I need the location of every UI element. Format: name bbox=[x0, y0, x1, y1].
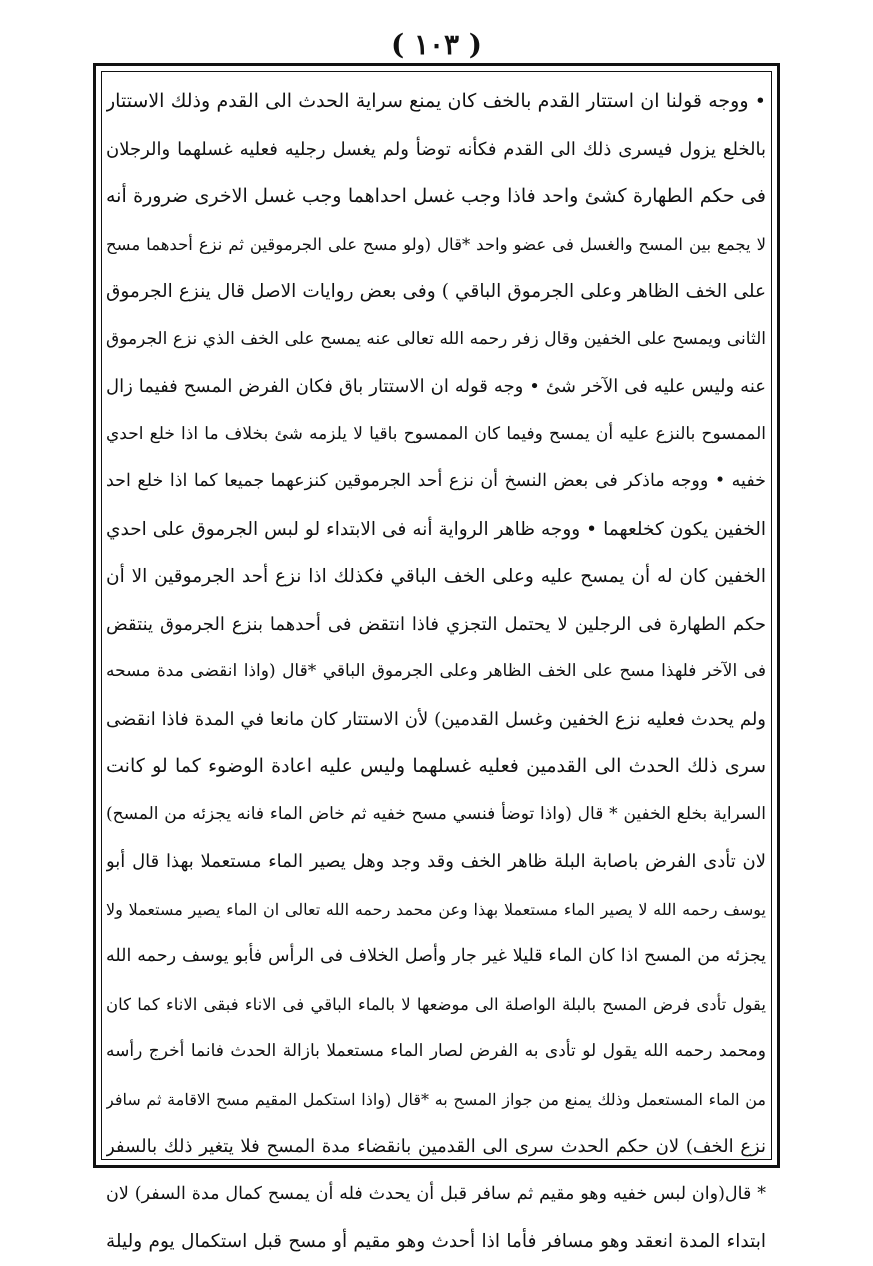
text-line: يجزئه من المسح اذا كان الماء قليلا غير جار وأصل الخلاف فى الرأس فأبو يوسف رحمه الله bbox=[106, 946, 766, 966]
text-line: فى حكم الطهارة كشئ واحد فاذا وجب غسل احداهما وجب غسل الاخرى ضرورة أنه bbox=[106, 185, 766, 207]
text-line: يوسف رحمه الله لا يصير الماء مستعملا بهذا وعن محمد رحمه الله تعالى ان الماء يصير مستعملا ولا bbox=[106, 899, 766, 919]
text-line: الخفين كان له أن يمسح عليه وعلى الخف الباقي فكذلك اذا نزع أحد الجرموقين الا أن bbox=[106, 566, 766, 587]
page-number: ( ١٠٣ ) bbox=[390, 28, 483, 61]
text-line: الثانى ويمسح على الخفين وقال زفر رحمه الله تعالى عنه يمسح على الخف الذي نزع الجرموق bbox=[106, 328, 766, 349]
text-line: لان تأدى الفرض باصابة البلة ظاهر الخف وقد وجد وهل يصير الماء مستعملا بهذا قال أبو bbox=[106, 851, 766, 872]
text-line: يقول تأدى فرض المسح بالبلة الواصلة الى موضعها لا بالماء الباقي فى الاناء فبقى الاناء كما كان bbox=[106, 994, 766, 1014]
text-line: بالخلع يزول فيسرى ذلك الى القدم فكأنه توضأ ولم يغسل رجليه فعليه غسلهما والرجلان bbox=[106, 138, 766, 160]
text-line: الخفين يكون كخلعهما • ووجه ظاهر الرواية أنه فى الابتداء لو لبس الجرموق على احدي bbox=[106, 518, 766, 540]
text-line: عنه وليس عليه فى الآخر شئ • وجه قوله ان الاستتار باق فكان الفرض المسح ففيما زال bbox=[106, 376, 766, 397]
text-line: من الماء المستعمل وذلك يمنع من جواز المسح به *قال (واذا استكمل المقيم مسح الاقامة ثم سافر bbox=[106, 1089, 766, 1109]
text-line: * قال(وان لبس خفيه وهو مقيم ثم سافر قبل أن يحدث فله أن يمسح كمال مدة السفر) لان bbox=[106, 1183, 766, 1204]
text-line: • ووجه قولنا ان استتار القدم بالخف كان يمنع سراية الحدث الى القدم وذلك الاستتار bbox=[106, 90, 766, 112]
text-line: ابتداء المدة انعقد وهو مسافر فأما اذا أحدث وهو مقيم أو مسح قبل استكمال يوم وليلة bbox=[106, 1231, 766, 1252]
text-line: على الخف الظاهر وعلى الجرموق الباقي ) وفى بعض روايات الاصل قال ينزع الجرموق bbox=[106, 281, 766, 302]
text-line: خفيه • ووجه ماذكر فى بعض النسخ أن نزع أحد الجرموقين كنزعهما جميعا كما اذا خلع احد bbox=[106, 471, 766, 491]
text-line: فى الآخر فلهذا مسح على الخف الظاهر وعلى الجرموق الباقي *قال (واذا انقضى مدة مسحه bbox=[106, 661, 766, 681]
text-line: السراية بخلع الخفين * قال (واذا توضأ فنسي مسح خفيه ثم خاض الماء فانه يجزئه من المسح) bbox=[106, 803, 766, 824]
text-line: لا يجمع بين المسح والغسل فى عضو واحد *قال (ولو مسح على الجرموقين ثم نزع أحدهما مسح bbox=[106, 234, 766, 254]
body-text bbox=[106, 78, 766, 1252]
text-line: ولم يحدث فعليه نزع الخفين وغسل القدمين) لأن الاستتار كان مانعا في المدة فاذا انقضى bbox=[106, 708, 766, 730]
text-line: حكم الطهارة فى الرجلين لا يحتمل التجزي فاذا انتقض فى أحدهما بنزع الجرموق ينتقض bbox=[106, 613, 766, 635]
text-line: ومحمد رحمه الله يقول لو تأدى به الفرض لصار الماء مستعملا بازالة الحدث فانما أخرج رأسه bbox=[106, 1041, 766, 1061]
text-line: سرى ذلك الحدث الى القدمين فعليه غسلهما وليس عليه اعادة الوضوء كما لو كانت bbox=[106, 755, 766, 777]
text-line: نزع الخف) لان حكم الحدث سرى الى القدمين بانقضاء مدة المسح فلا يتغير ذلك بالسفر bbox=[106, 1136, 766, 1157]
text-line: الممسوح بالنزع عليه أن يمسح وفيما كان الممسوح باقيا لا يلزمه شئ بخلاف ما اذا خلع احدي bbox=[106, 423, 766, 444]
